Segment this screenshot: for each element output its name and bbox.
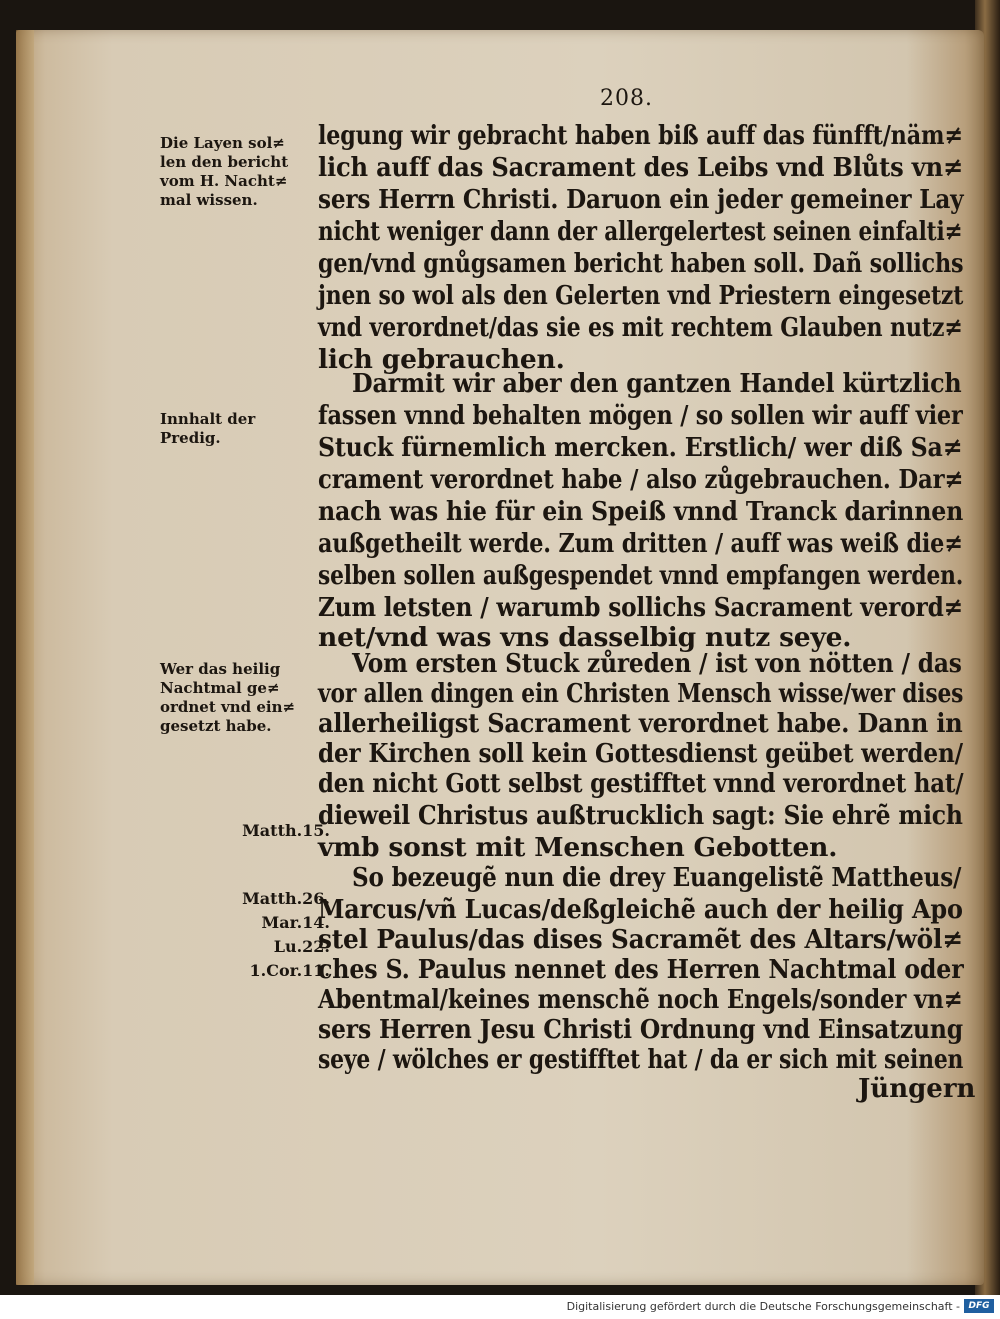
body-line: vmb sonst mit Menschen Gebotten.	[318, 832, 838, 863]
margin-note-line: Innhalt der	[160, 410, 256, 428]
body-line: nach was hie für ein Speiß vnnd Tranck darinnen	[318, 496, 964, 527]
margin-note-who-ordained	[160, 660, 320, 736]
body-line: jnen so wol als den Gelerten vnd Priestern eingesetzt	[318, 280, 964, 311]
margin-note-line: ordnet vnd ein≠	[160, 698, 296, 716]
margin-note-line: mal wissen.	[160, 191, 258, 209]
body-line: allerheiligst Sacrament verordnet habe. Dann in	[318, 708, 963, 739]
body-line: lich gebrauchen.	[318, 344, 565, 375]
body-line: Abentmal/keines menschẽ noch Engels/sonder vn≠	[318, 984, 963, 1015]
body-line: dieweil Christus außtrucklich sagt: Sie ehrẽ mich	[318, 800, 963, 831]
body-line: Darmit wir aber den gantzen Handel kürtzlich	[352, 368, 962, 399]
body-line: nicht weniger dann der allergelertest seinen einfalti≠	[318, 216, 963, 247]
scripture-ref: Matth.26.	[242, 889, 330, 908]
scripture-ref: 1.Cor.11.	[249, 961, 330, 980]
body-line: sers Herrn Christi. Daruon ein jeder gemeiner Lay	[318, 184, 964, 215]
body-line: der Kirchen soll kein Gottesdienst geübet werden/	[318, 738, 963, 769]
margin-note-line: gesetzt habe.	[160, 717, 272, 735]
body-line: vor allen dingen ein Christen Mensch wisse/wer dises	[318, 678, 964, 709]
body-line: vnd verordnet/das sie es mit rechtem Glauben nutz≠	[318, 312, 963, 343]
page-gutter-shadow	[16, 30, 34, 1285]
body-line: selben sollen außgespendet vnnd empfangen werden.	[318, 560, 964, 591]
body-line: Stuck fürnemlich mercken. Erstlich/ wer diß Sa≠	[318, 432, 963, 463]
body-line: sers Herren Jesu Christi Ordnung vnd Einsatzung	[318, 1014, 964, 1045]
body-line: Marcus/vñ Lucas/deßgleichẽ auch der heilig Apo	[318, 894, 963, 925]
margin-note-laity	[160, 134, 320, 210]
body-line: So bezeugẽ nun die drey Euangelistẽ Mattheus/	[352, 862, 962, 893]
scripture-ref: Matth.15.	[242, 821, 330, 840]
body-line: gen/vnd gnůgsamen bericht haben soll. Dañ sollichs	[318, 248, 964, 279]
margin-note-sermon-content	[160, 410, 320, 448]
margin-note-line: Die Layen sol≠	[160, 134, 285, 152]
body-line: legung wir gebracht haben biß auff das fünfft/näm≠	[318, 120, 963, 151]
body-line: net/vnd was vns dasselbig nutz seye.	[318, 622, 852, 653]
body-line: fassen vnnd behalten mögen / so sollen wir auff vier	[318, 400, 963, 431]
body-line: den nicht Gott selbst gestifftet vnnd verordnet hat/	[318, 768, 964, 799]
footer-bar	[0, 1295, 1000, 1319]
margin-note-line: Wer das heilig	[160, 660, 281, 678]
body-line: crament verordnet habe / also zůgebrauchen. Dar≠	[318, 464, 964, 495]
body-line: seye / wölches er gestifftet hat / da er sich mit seinen	[318, 1044, 964, 1075]
body-line: lich auff das Sacrament des Leibs vnd Blůts vn≠	[318, 152, 964, 183]
margin-note-line: Predig.	[160, 429, 221, 447]
margin-note-line: len den bericht	[160, 153, 289, 171]
dfg-logo: DFG	[964, 1299, 994, 1313]
scripture-ref: Mar.14.	[261, 913, 330, 932]
page-number: 208.	[600, 86, 653, 111]
body-line: stel Paulus/das dises Sacramẽt des Altars/wöl≠	[318, 924, 963, 955]
margin-note-line: Nachtmal ge≠	[160, 679, 280, 697]
body-line: außgetheilt werde. Zum dritten / auff was weiß die≠	[318, 528, 963, 559]
body-line: ches S. Paulus nennet des Herren Nachtmal oder	[318, 954, 964, 985]
scripture-ref: Lu.22.	[273, 937, 330, 956]
body-line: Zum letsten / warumb sollichs Sacrament verord≠	[318, 592, 963, 623]
body-line: Vom ersten Stuck zůreden / ist von nötten / das	[352, 648, 962, 679]
funding-credit: Digitalisierung gefördert durch die Deutsche Forschungsgemeinschaft -	[566, 1300, 960, 1313]
catchword: Jüngern	[858, 1074, 976, 1104]
margin-note-line: vom H. Nacht≠	[160, 172, 288, 190]
